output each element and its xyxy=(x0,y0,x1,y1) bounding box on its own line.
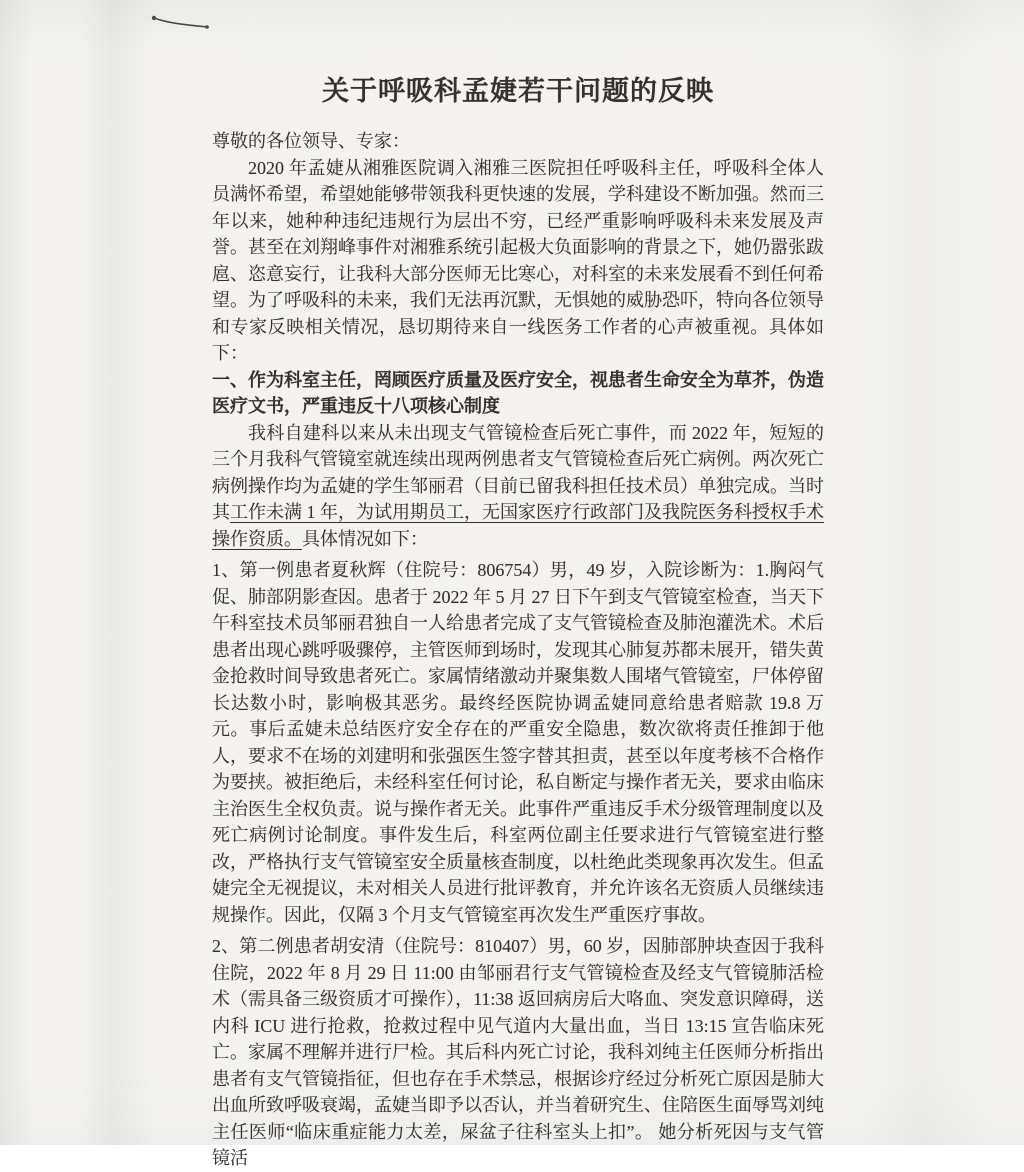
paragraph xyxy=(212,420,824,553)
text-segment: 一、作为科室主任，罔顾医疗质量及医疗安全，视患者生命安全为草芥，伪造医疗文书，严重违反十八项核心制度 xyxy=(212,369,824,416)
document-title: 关于呼吸科孟婕若干问题的反映 xyxy=(322,76,714,106)
underlined-text: 工作未满 1 年，为试用期员工，无国家医疗行政部门及我院医务科授权手术操作资质。 xyxy=(212,502,824,549)
text-segment: 具体情况如下： xyxy=(302,528,428,549)
text-segment: 我科自建科以来从未出现支气管镜检查后死亡事件，而 2022 年，短短的三个月我科气管镜室就连续出现两例患者支气管镜检查后死亡病例。两次死亡病例操作均为孟婕的学生邹丽君（目前已留我科担任技术员）单独完成。当时其 xyxy=(212,422,824,522)
document-body xyxy=(212,155,824,1172)
paragraph xyxy=(212,155,824,367)
letter-content xyxy=(212,74,824,1172)
paragraph xyxy=(212,933,824,1172)
text-segment: 2、第二例患者胡安清（住院号：810407）男，60 岁，因肺部肿块查因于我科住院，2022 年 8 月 29 日 11:00 由邹丽君行支气管镜检查及经支气管镜肺活检术（需具备三级资质才可操作），11:38 返回病房后大咯血、突发意识障碍，送内科 ICU 进行抢救，抢救过程中见气道内大量出血，当日 13:15 宣告临床死亡。家属不理解并进行尸检。其后科内死亡讨论，我科刘纯主任医师分析指出患者有支气管镜指征，但也存在手术禁忌，根据诊疗经过分析死亡原因是肺大出血所致呼吸衰竭，孟婕当即予以否认，并当着研究生、住陪医生面辱骂刘纯主任医师“临床重症能力太差，屎盆子往科室头上扣”。 她分析死因与支气管镜活 xyxy=(212,936,824,1168)
ink-stroke-mark xyxy=(145,8,225,40)
salutation: 尊敬的各位领导、专家： xyxy=(212,131,410,151)
text-segment: 2020 年孟婕从湘雅医院调入湘雅三医院担任呼吸科主任，呼吸科全体人员满怀希望，希望她能够带领我科更快速的发展，学科建设不断加强。然而三年以来，她种种违纪违规行为层出不穷，已经严重影响呼吸科未来发展及声誉。甚至在刘翔峰事件对湘雅系统引起极大负面影响的背景之下，她仍嚣张跋扈、恣意妄行，让我科大部分医师无比寒心，对科室的未来发展看不到任何希望。为了呼吸科的未来，我们无法再沉默，无惧她的威胁恐吓，特向各位领导和专家反映相关情况，恳切期待来自一线医务工作者的心声被重视。具体如下： xyxy=(212,157,824,363)
paragraph xyxy=(212,557,824,928)
text-segment: 1、第一例患者夏秋辉（住院号：806754）男，49 岁，入院诊断为：1.胸闷气促、肺部阴影查因。患者于 2022 年 5 月 27 日下午到支气管镜室检查，当天下午科室技术员邹丽君独自一人给患者完成了支气管镜检查及肺泡灌洗术。术后患者出现心跳呼吸骤停，主管医师到场时，发现其心肺复苏都未展开，错失黄金抢救时间导致患者死亡。家属情绪激动并聚集数人围堵气管镜室，尸体停留长达数小时，影响极其恶劣。最终经医院协调孟婕同意给患者赔款 19.8 万元。事后孟婕未总结医疗安全存在的严重安全隐患，数次欲将责任推卸于他人，要求不在场的刘建明和张强医生签字替其担责，甚至以年度考核不合格作为要挟。被拒绝后，未经科室任何讨论，私自断定与操作者无关，要求由临床主治医生全权负责。说与操作者无关。此事件严重违反手术分级管理制度以及死亡病例讨论制度。事件发生后，科室两位副主任要求进行气管镜室进行整改，严格执行支气管镜室安全质量核查制度，以杜绝此类现象再次发生。但孟婕完全无视提议，未对相关人员进行批评教育，并允许该名无资质人员继续违规操作。因此，仅隔 3 个月支气管镜室再次发生严重医疗事故。 xyxy=(212,560,824,925)
section-heading xyxy=(212,367,824,420)
